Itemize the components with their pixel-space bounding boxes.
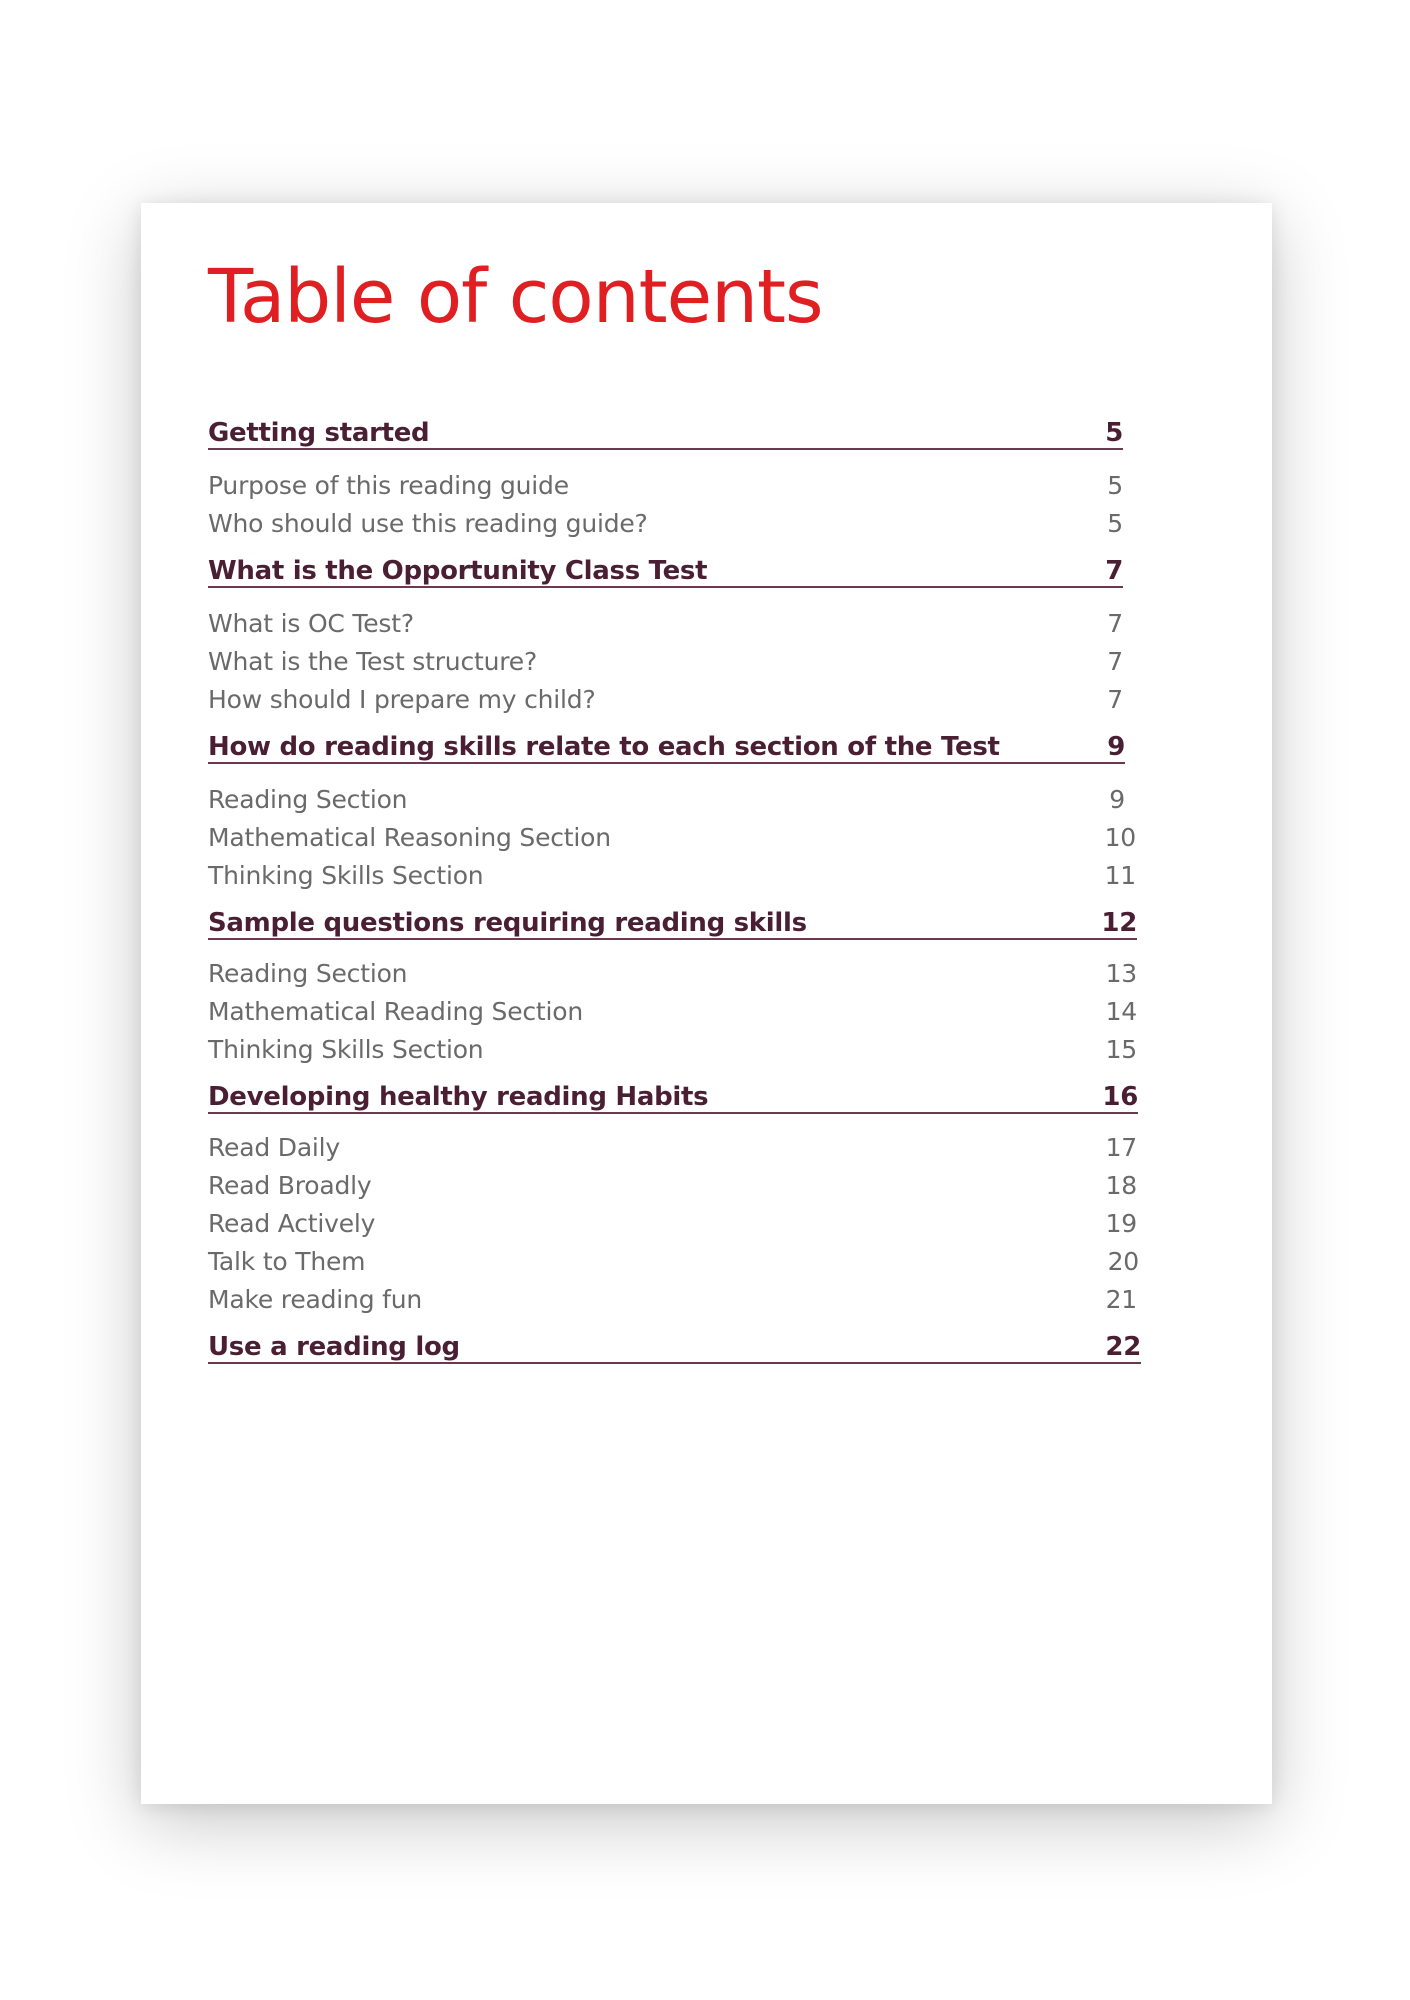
toc-section-page: 5 bbox=[1105, 418, 1123, 448]
toc-item[interactable] bbox=[208, 820, 1136, 854]
toc-item-page: 11 bbox=[1104, 860, 1136, 890]
toc-section-title: Getting started bbox=[208, 418, 430, 448]
toc-item-label: Read Daily bbox=[208, 1132, 341, 1162]
toc-item[interactable] bbox=[208, 682, 1123, 716]
toc-section-title: What is the Opportunity Class Test bbox=[208, 556, 708, 586]
toc-section-page: 9 bbox=[1107, 732, 1125, 762]
toc-item-page: 9 bbox=[1109, 784, 1125, 814]
toc-section-sample-questions[interactable] bbox=[208, 910, 1137, 940]
toc-item[interactable] bbox=[208, 956, 1137, 990]
toc-item-page: 7 bbox=[1107, 684, 1123, 714]
toc-section-page: 7 bbox=[1105, 556, 1123, 586]
toc-item[interactable] bbox=[208, 1032, 1137, 1066]
toc-item-label: Thinking Skills Section bbox=[208, 860, 484, 890]
toc-item-page: 7 bbox=[1107, 608, 1123, 638]
toc-item-label: Read Broadly bbox=[208, 1170, 372, 1200]
toc-item[interactable] bbox=[208, 782, 1125, 816]
toc-section-title: Developing healthy reading Habits bbox=[208, 1082, 709, 1112]
document-page bbox=[141, 203, 1272, 1804]
toc-item-page: 14 bbox=[1105, 996, 1137, 1026]
toc-item[interactable] bbox=[208, 858, 1136, 892]
toc-item-label: Reading Section bbox=[208, 784, 408, 814]
toc-item-label: Talk to Them bbox=[208, 1246, 366, 1276]
toc-item[interactable] bbox=[208, 1168, 1137, 1202]
toc-section-healthy-reading-habits[interactable] bbox=[208, 1084, 1138, 1114]
toc-item[interactable] bbox=[208, 1130, 1137, 1164]
toc-item-page: 18 bbox=[1105, 1170, 1137, 1200]
toc-item-label: Thinking Skills Section bbox=[208, 1034, 484, 1064]
toc-section-title: How do reading skills relate to each section of the Test bbox=[208, 732, 1000, 762]
toc-item-label: Purpose of this reading guide bbox=[208, 470, 569, 500]
toc-item[interactable] bbox=[208, 644, 1123, 678]
toc-item-label: Reading Section bbox=[208, 958, 408, 988]
toc-section-page: 16 bbox=[1102, 1082, 1138, 1112]
toc-section-page: 22 bbox=[1105, 1332, 1141, 1362]
toc-item-page: 5 bbox=[1107, 508, 1123, 538]
toc-item-page: 17 bbox=[1105, 1132, 1137, 1162]
toc-item-label: Mathematical Reasoning Section bbox=[208, 822, 611, 852]
toc-item[interactable] bbox=[208, 1244, 1139, 1278]
toc-item[interactable] bbox=[208, 468, 1123, 502]
toc-item-page: 21 bbox=[1105, 1284, 1137, 1314]
toc-item[interactable] bbox=[208, 1206, 1137, 1240]
toc-item-label: Make reading fun bbox=[208, 1284, 422, 1314]
toc-item-page: 7 bbox=[1107, 646, 1123, 676]
toc-item-page: 10 bbox=[1104, 822, 1136, 852]
toc-section-title: Use a reading log bbox=[208, 1332, 460, 1362]
toc-section-title: Sample questions requiring reading skills bbox=[208, 908, 807, 938]
toc-item-label: How should I prepare my child? bbox=[208, 684, 596, 714]
toc-item-label: Mathematical Reading Section bbox=[208, 996, 584, 1026]
toc-section-getting-started[interactable] bbox=[208, 420, 1123, 450]
toc-item-label: Read Actively bbox=[208, 1208, 376, 1238]
toc-item-page: 19 bbox=[1105, 1208, 1137, 1238]
toc-section-reading-skills-relation[interactable] bbox=[208, 734, 1125, 764]
toc-item-page: 13 bbox=[1105, 958, 1137, 988]
toc-item-page: 5 bbox=[1107, 470, 1123, 500]
toc-section-opportunity-class-test[interactable] bbox=[208, 558, 1123, 588]
toc-item-page: 20 bbox=[1107, 1246, 1139, 1276]
toc-item[interactable] bbox=[208, 506, 1123, 540]
toc-item-label: What is OC Test? bbox=[208, 608, 414, 638]
toc-item-label: Who should use this reading guide? bbox=[208, 508, 648, 538]
toc-section-page: 12 bbox=[1101, 908, 1137, 938]
toc-item-label: What is the Test structure? bbox=[208, 646, 538, 676]
toc-item[interactable] bbox=[208, 606, 1123, 640]
toc-item-page: 15 bbox=[1105, 1034, 1137, 1064]
toc-item[interactable] bbox=[208, 994, 1137, 1028]
toc-section-reading-log[interactable] bbox=[208, 1334, 1141, 1364]
toc-item[interactable] bbox=[208, 1282, 1137, 1316]
page-title: Table of contents bbox=[208, 254, 823, 340]
